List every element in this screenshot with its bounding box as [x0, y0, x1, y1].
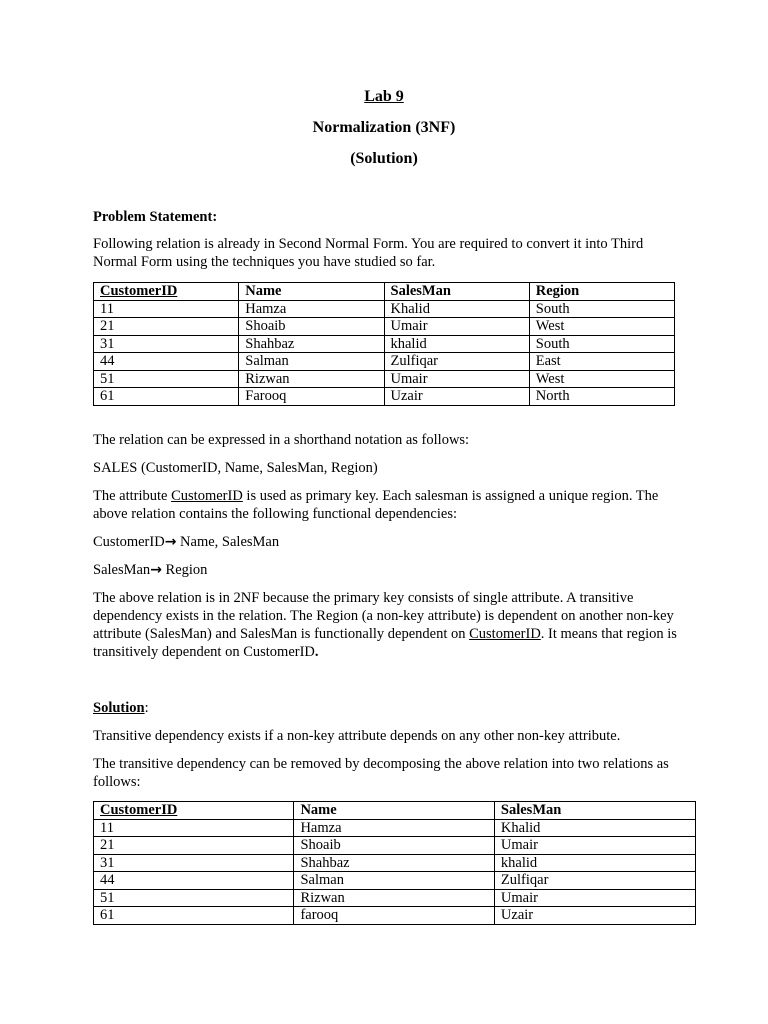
table-cell: East: [529, 353, 674, 371]
problem-intro: Following relation is already in Second Normal Form. You are required to convert it into Third Normal Form using the techniques you have studied so far.: [93, 236, 644, 270]
column-header: SalesMan: [384, 283, 529, 301]
sales-table: [93, 282, 675, 406]
table-row: [94, 819, 696, 837]
table-cell: Rizwan: [239, 370, 384, 388]
table-row: [94, 300, 675, 318]
table-cell: Rizwan: [294, 889, 494, 907]
table-cell: Umair: [384, 318, 529, 336]
table-row: [94, 889, 696, 907]
table-cell: Uzair: [384, 388, 529, 406]
topic-title: Normalization (3NF): [312, 119, 456, 136]
customer-table: [93, 801, 696, 925]
table-cell: Umair: [494, 837, 695, 855]
table-cell: Hamza: [294, 819, 494, 837]
table-cell: Farooq: [239, 388, 384, 406]
shorthand-intro: The relation can be expressed in a shorthand notation as follows:: [93, 432, 470, 448]
table-cell: Shahbaz: [294, 854, 494, 872]
table-cell: Salman: [294, 872, 494, 890]
table-row: [94, 872, 696, 890]
table-cell: 11: [94, 300, 239, 318]
customer-id-reference: CustomerID: [469, 626, 541, 642]
table-cell: 61: [94, 388, 239, 406]
table-row: [94, 907, 696, 925]
table-cell: Shahbaz: [239, 335, 384, 353]
table-row: [94, 318, 675, 336]
table-cell: 21: [94, 837, 294, 855]
table-cell: 51: [94, 370, 239, 388]
table-row: [94, 837, 696, 855]
table-cell: Zulfiqar: [494, 872, 695, 890]
table-cell: Umair: [494, 889, 695, 907]
table-cell: 31: [94, 854, 294, 872]
table-cell: West: [529, 318, 674, 336]
table-row: [94, 854, 696, 872]
table-row: [94, 335, 675, 353]
table-cell: 61: [94, 907, 294, 925]
relation-notation: SALES (CustomerID, Name, SalesMan, Region): [93, 460, 378, 476]
table-header-row: [94, 283, 675, 301]
transitive-explanation: The above relation is in 2NF because the primary key consists of single attribute. A transitive dependency exists in the relation. The Region (a non-key attribute) is dependent on another non-key attribute (SalesMan) and SalesMan is functionally dependent on CustomerID. It means that region is transitively dependent on CustomerID.: [93, 590, 677, 660]
right-arrow-icon: →: [150, 562, 162, 578]
solution-paragraph-2: The transitive dependency can be removed by decomposing the above relation into two relations as follows:: [93, 756, 669, 790]
table-cell: Umair: [384, 370, 529, 388]
table-cell: Hamza: [239, 300, 384, 318]
column-header: Name: [294, 802, 494, 820]
table-cell: 51: [94, 889, 294, 907]
lab-title: Lab 9: [364, 88, 404, 105]
table-row: [94, 353, 675, 371]
table-cell: South: [529, 335, 674, 353]
subtitle: (Solution): [350, 150, 418, 167]
solution-paragraph-1: Transitive dependency exists if a non-key attribute depends on any other non-key attribute.: [93, 728, 621, 744]
table-cell: West: [529, 370, 674, 388]
table-cell: 11: [94, 819, 294, 837]
table-cell: Khalid: [494, 819, 695, 837]
primary-key-attribute: CustomerID: [171, 488, 243, 504]
column-header: Region: [529, 283, 674, 301]
functional-dependency-2: SalesMan→ Region: [93, 562, 208, 578]
table-cell: khalid: [384, 335, 529, 353]
solution-heading: Solution:: [93, 700, 149, 716]
table-cell: Khalid: [384, 300, 529, 318]
table-cell: 21: [94, 318, 239, 336]
table-cell: Uzair: [494, 907, 695, 925]
table-cell: South: [529, 300, 674, 318]
right-arrow-icon: →: [164, 534, 177, 550]
column-header: Name: [239, 283, 384, 301]
column-header: SalesMan: [494, 802, 695, 820]
problem-heading: Problem Statement:: [93, 209, 218, 225]
column-header: CustomerID: [94, 802, 294, 820]
functional-dependency-1: CustomerID→ Name, SalesMan: [93, 534, 280, 550]
table-row: [94, 370, 675, 388]
primary-key-paragraph: The attribute CustomerID is used as primary key. Each salesman is assigned a unique region. The above relation contains the following functional dependencies:: [93, 488, 659, 522]
table-cell: 44: [94, 872, 294, 890]
table-cell: farooq: [294, 907, 494, 925]
table-row: [94, 388, 675, 406]
table-cell: Shoaib: [294, 837, 494, 855]
table-cell: 31: [94, 335, 239, 353]
table-cell: North: [529, 388, 674, 406]
table-cell: khalid: [494, 854, 695, 872]
column-header: CustomerID: [94, 283, 239, 301]
table-cell: Shoaib: [239, 318, 384, 336]
table-cell: Zulfiqar: [384, 353, 529, 371]
table-cell: 44: [94, 353, 239, 371]
table-cell: Salman: [239, 353, 384, 371]
table-header-row: [94, 802, 696, 820]
